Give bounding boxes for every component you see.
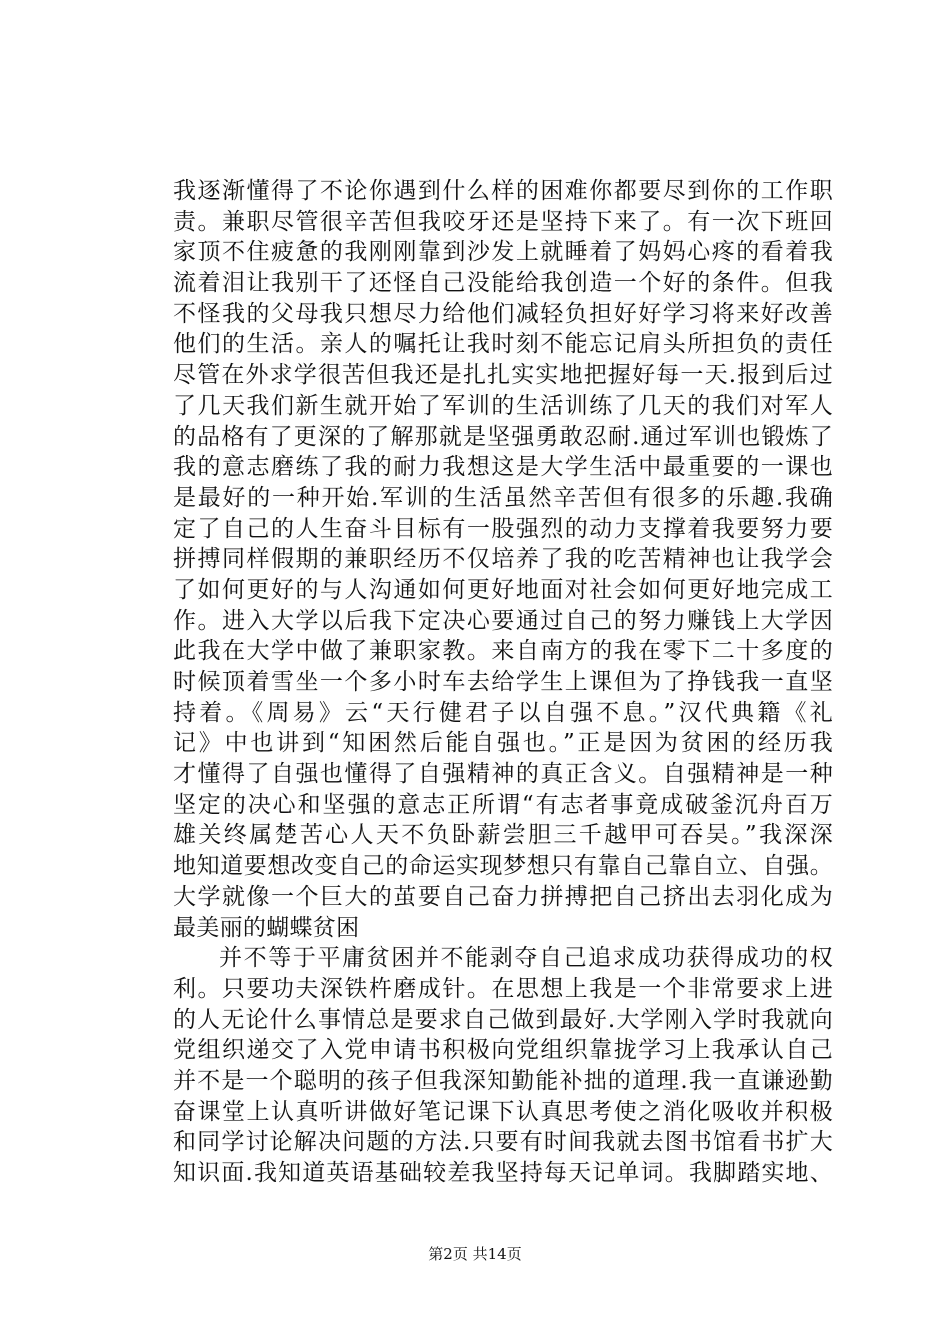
- text-line: 奋课堂上认真听讲做好笔记课下认真思考使之消化吸收并积极: [173, 1098, 833, 1125]
- text-line: 地知道要想改变自己的命运实现梦想只有靠自己靠自立、自强。: [173, 853, 833, 880]
- text-line: 他们的生活。亲人的嘱托让我时刻不能忘记肩头所担负的责任: [173, 331, 833, 358]
- text-line: 了几天我们新生就开始了军训的生活训练了几天的我们对军人: [173, 392, 833, 419]
- text-line: 的品格有了更深的了解那就是坚强勇敢忍耐.通过军训也锻炼了: [173, 423, 833, 450]
- text-line: 我的意志磨练了我的耐力我想这是大学生活中最重要的一课也: [173, 454, 833, 481]
- page-number-footer: 第2页 共14页: [428, 1245, 522, 1263]
- text-line: 才懂得了自强也懂得了自强精神的真正含义。自强精神是一种: [173, 761, 833, 788]
- text-line: 是最好的一种开始.军训的生活虽然辛苦但有很多的乐趣.我确: [173, 484, 833, 511]
- paragraph-2: [173, 943, 833, 1189]
- text-line: 我逐渐懂得了不论你遇到什么样的困难你都要尽到你的工作职: [173, 178, 833, 204]
- text-line: 并不等于平庸贫困并不能剥夺自己追求成功获得成功的权: [219, 945, 833, 972]
- text-line: 尽管在外求学很苦但我还是扎扎实实地把握好每一天.报到后过: [173, 362, 833, 389]
- text-line: 利。只要功夫深铁杵磨成针。在思想上我是一个非常要求上进: [173, 975, 833, 1002]
- text-line: 坚定的决心和坚强的意志正所谓“有志者事竟成破釜沉舟百万: [173, 791, 833, 818]
- text-line: 持着。《周易》云“天行健君子以自强不息。”汉代典籍《礼: [173, 699, 833, 726]
- text-line: 拼搏同样假期的兼职经历不仅培养了我的吃苦精神也让我学会: [173, 546, 833, 573]
- text-line: 党组织递交了入党申请书积极向党组织靠拢学习上我承认自己: [173, 1037, 833, 1064]
- text-line: 责。兼职尽管很辛苦但我咬牙还是坚持下来了。有一次下班回: [173, 208, 833, 235]
- text-line: 雄关终属楚苦心人天不负卧薪尝胆三千越甲可吞吴。”我深深: [173, 822, 833, 849]
- text-line: 最美丽的蝴蝶贫困: [173, 914, 360, 941]
- text-line: 知识面.我知道英语基础较差我坚持每天记单词。我脚踏实地、: [173, 1160, 833, 1186]
- document-body: [173, 176, 833, 1189]
- text-line: 了如何更好的与人沟通如何更好地面对社会如何更好地完成工: [173, 576, 833, 603]
- text-line: 的人无论什么事情总是要求自己做到最好.大学刚入学时我就向: [173, 1006, 833, 1033]
- text-line: 此我在大学中做了兼职家教。来自南方的我在零下二十多度的: [173, 638, 833, 665]
- text-line: 记》中也讲到“知困然后能自强也。”正是因为贫困的经历我: [173, 730, 833, 757]
- paragraph-1: [173, 176, 833, 943]
- text-line: 和同学讨论解决问题的方法.只要有时间我就去图书馆看书扩大: [173, 1129, 833, 1156]
- text-line: 大学就像一个巨大的茧要自己奋力拼搏把自己挤出去羽化成为: [173, 883, 833, 910]
- text-line: 时候顶着雪坐一个多小时车去给学生上课但为了挣钱我一直坚: [173, 669, 833, 695]
- text-line: 家顶不住疲惫的我刚刚靠到沙发上就睡着了妈妈心疼的看着我: [173, 239, 833, 266]
- text-line: 定了自己的人生奋斗目标有一股强烈的动力支撑着我要努力要: [173, 515, 833, 542]
- text-line: 不怪我的父母我只想尽力给他们减轻负担好好学习将来好改善: [173, 300, 833, 327]
- text-line: 流着泪让我别干了还怪自己没能给我创造一个好的条件。但我: [173, 270, 833, 297]
- text-line: 作。进入大学以后我下定决心要通过自己的努力赚钱上大学因: [173, 607, 833, 634]
- text-line: 并不是一个聪明的孩子但我深知勤能补拙的道理.我一直谦逊勤: [173, 1067, 833, 1094]
